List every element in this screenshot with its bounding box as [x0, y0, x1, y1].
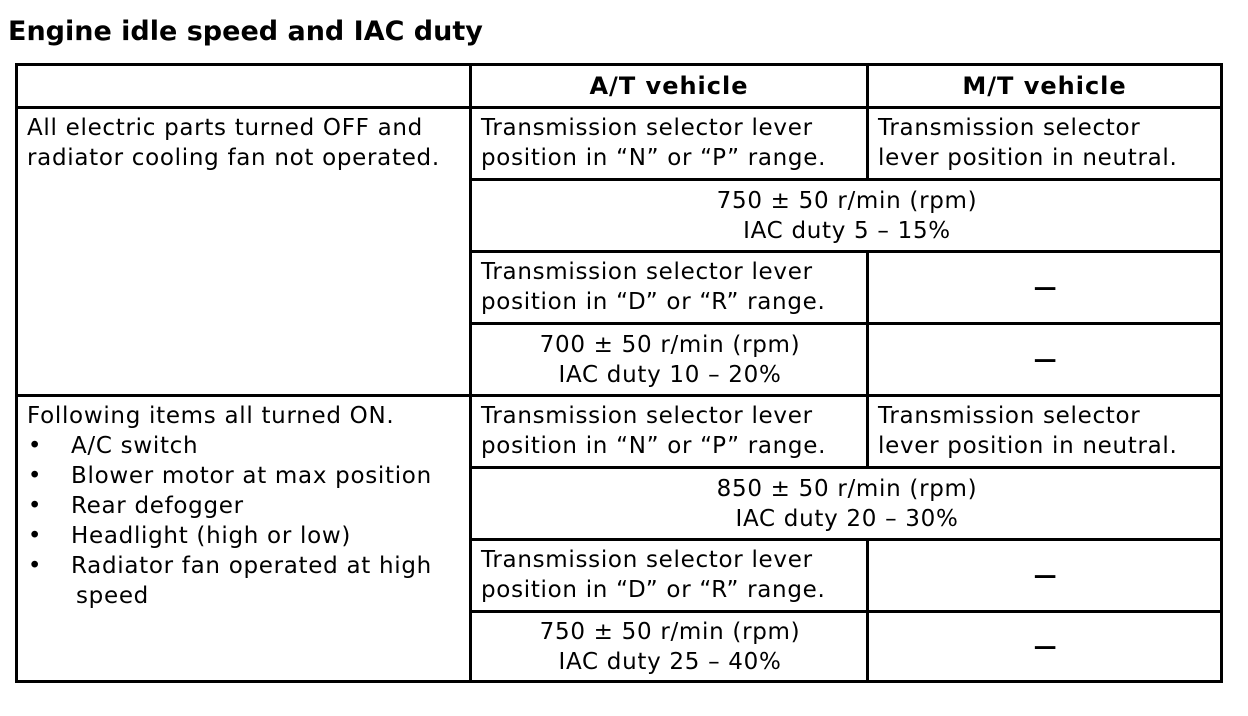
cell-text: Transmission selector lever: [481, 403, 813, 429]
cell-text: 750 ± 50 r/min (rpm): [716, 188, 978, 214]
list-item-text: Blower motor at max position: [71, 463, 432, 489]
cell-text: IAC duty 25 – 40%: [558, 649, 782, 675]
cell-text: Transmission selector: [878, 403, 1141, 429]
dash-mark: —: [1033, 634, 1058, 660]
list-item-text: A/C switch: [71, 433, 199, 459]
dash-mark: —: [1033, 563, 1058, 589]
cell-text: 700 ± 50 r/min (rpm): [539, 332, 801, 358]
list-item: [27, 431, 462, 461]
condition-text: All electric parts turned OFF and: [27, 115, 423, 141]
cell-text: position in “D” or “R” range.: [481, 289, 826, 315]
cell-text: 750 ± 50 r/min (rpm): [539, 619, 801, 645]
list-item: [27, 491, 462, 521]
bullet-icon: •: [27, 493, 43, 519]
mt-selector-neutral: [868, 396, 1222, 468]
header-mt-vehicle: M/T vehicle: [868, 65, 1222, 108]
list-item-continuation: speed: [76, 583, 149, 609]
cell-text: Transmission selector: [878, 115, 1141, 141]
cell-text: IAC duty 5 – 15%: [743, 218, 951, 244]
header-condition: [17, 65, 471, 108]
cell-text: IAC duty 10 – 20%: [558, 362, 782, 388]
list-item-text: Radiator fan operated at high: [71, 553, 432, 579]
mt-not-applicable: [868, 324, 1222, 396]
condition-text: Following items all turned ON.: [27, 403, 395, 429]
list-item: [27, 521, 462, 551]
mt-not-applicable: [868, 540, 1222, 612]
bullet-icon: •: [27, 523, 43, 549]
idle-speed-850-duty-20-30: [471, 468, 1222, 540]
condition-all-off: [17, 108, 471, 396]
cell-text: 850 ± 50 r/min (rpm): [716, 476, 978, 502]
idle-speed-750-duty-5-15: [471, 180, 1222, 252]
at-selector-n-p: [471, 108, 868, 180]
bullet-icon: •: [27, 433, 43, 459]
condition-text: radiator cooling fan not operated.: [27, 145, 440, 171]
idle-speed-750-duty-25-40: [471, 612, 868, 682]
cell-text: Transmission selector lever: [481, 547, 813, 573]
cell-text: lever position in neutral.: [878, 145, 1178, 171]
list-item-text: Rear defogger: [71, 493, 244, 519]
cell-text: position in “D” or “R” range.: [481, 577, 826, 603]
table-row: [17, 108, 1222, 180]
mt-not-applicable: [868, 612, 1222, 682]
cell-text: IAC duty 20 – 30%: [735, 506, 959, 532]
mt-not-applicable: [868, 252, 1222, 324]
mt-selector-neutral: [868, 108, 1222, 180]
dash-mark: —: [1033, 275, 1058, 301]
cell-text: lever position in neutral.: [878, 433, 1178, 459]
at-selector-d-r: [471, 252, 868, 324]
cell-text: position in “N” or “P” range.: [481, 433, 827, 459]
idle-speed-700-duty-10-20: [471, 324, 868, 396]
idle-speed-table: [15, 63, 1223, 683]
table-row: [17, 396, 1222, 468]
page-title: Engine idle speed and IAC duty: [8, 16, 483, 47]
cell-text: Transmission selector lever: [481, 259, 813, 285]
condition-all-on: [17, 396, 471, 682]
list-item: [27, 461, 462, 491]
list-item-text: Headlight (high or low): [71, 523, 352, 549]
header-row: [17, 65, 1222, 108]
header-at-vehicle: A/T vehicle: [471, 65, 868, 108]
bullet-icon: •: [27, 553, 43, 579]
bullet-icon: •: [27, 463, 43, 489]
cell-text: position in “N” or “P” range.: [481, 145, 827, 171]
dash-mark: —: [1033, 347, 1058, 373]
cell-text: Transmission selector lever: [481, 115, 813, 141]
list-item: [27, 551, 462, 611]
at-selector-d-r: [471, 540, 868, 612]
condition-item-list: [27, 431, 462, 611]
at-selector-n-p: [471, 396, 868, 468]
